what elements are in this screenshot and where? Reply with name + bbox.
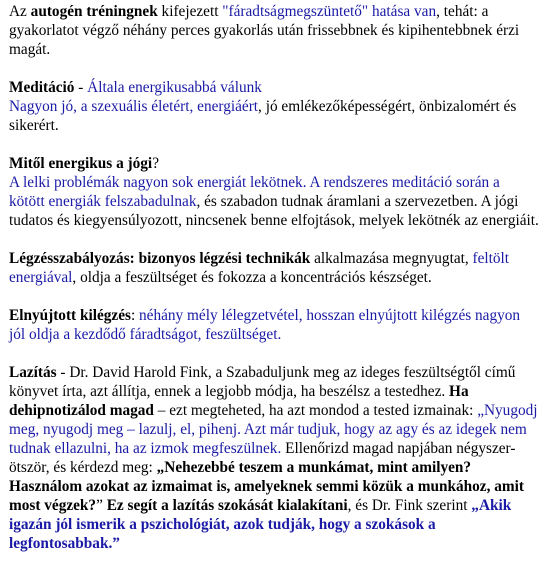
text: - Dr. David Harold Fink, a Szabaduljunk meg az ideges feszültségtől című könyvet írta, azt állítja, ennek a legjobb módja, ha beszélsz a testedhez. xyxy=(9,364,516,400)
quote-text: „Nyugodj meg, nyugodj meg – lazulj, el, pihenj. Azt már tudjuk, hogy az agy és az idegek nem tudnak ellazulni, ha az izmok megfeszülnek. xyxy=(9,402,538,457)
highlight-text: "fáradtságmegszüntető" hatása van xyxy=(222,3,437,20)
text: Az xyxy=(9,3,31,20)
text: ” xyxy=(96,497,107,514)
bold-text: Ez segít a lazítás szokását kialakítani xyxy=(106,497,348,514)
paragraph-relaxation xyxy=(9,363,539,553)
text: , és szabadon tudnak áramlani a szervezetben. A jógi tudatos és kiegyensúlyozott, nincsenek benne elfojtások, melyek lekötnék az energiáit. xyxy=(9,193,539,229)
highlight-text: Nagyon jó, a szexuális életért, energiáért xyxy=(9,98,259,115)
term-relaxation: Lazítás xyxy=(9,364,57,381)
text: ? xyxy=(152,155,159,172)
text: , és Dr. Fink szerint xyxy=(347,497,472,514)
term-exhale: Elnyújtott kilégzés xyxy=(9,307,131,324)
text: alkalmazása megnyugtat, xyxy=(310,250,473,267)
paragraph-breathing xyxy=(9,249,539,287)
text: : xyxy=(130,307,140,324)
text: , oldja a feszültséget és fokozza a koncentrációs készséget. xyxy=(72,269,432,286)
highlight-text: néhány mély lélegzetvétel, hosszan elnyújtott kilégzés nagyon jól oldja a kezdődő fáradtságot, feszültséget. xyxy=(9,307,521,343)
paragraph-yogi xyxy=(9,154,539,230)
paragraph-meditation xyxy=(9,78,539,135)
quote-bold: „Nehezebbé teszem a munkámat, mint amilyen? Használom azokat az izmaimat is, amelyeknek semmi közük a munkához, amit most végzek? xyxy=(9,459,524,514)
term-autogen: autogén tréningnek xyxy=(30,3,158,20)
term-meditation: Meditáció xyxy=(9,79,75,96)
term-dehypnotize: Ha dehipnotizálod magad xyxy=(9,383,469,419)
term-yogi: Mitől energikus a jógi xyxy=(9,155,153,172)
highlight-text: feltölt energiával xyxy=(9,250,510,286)
text: , tehát: a gyakorlatot végző néhány perces gyakorlás után frissebbnek és kipihentebbnek érzi magát. xyxy=(9,3,520,58)
highlight-text: A lelki problémák nagyon sok energiát lekötnek. A rendszeres meditáció során a kötött energiák felszabadulnak xyxy=(9,174,500,210)
quote-bold-blue: „Akik igazán jól ismerik a pszichológiát, azok tudják, hogy a szokások a legfontosabbak.” xyxy=(9,497,512,552)
text: Ellenőrizd magad napjában négyszer-ötször, és kérdezd meg: xyxy=(9,440,516,476)
text: - xyxy=(74,79,88,96)
paragraph-autogen xyxy=(9,2,539,59)
highlight-text: Általa energikusabbá válunk xyxy=(87,79,262,96)
text: – ezt megteheted, ha azt mondod a tested izmainak: xyxy=(153,402,478,419)
text: kifejezett xyxy=(157,3,223,20)
text: , jó emlékezőképességért, önbizalomért és sikerért. xyxy=(9,98,517,134)
paragraph-exhale xyxy=(9,306,539,344)
term-breathing: Légzésszabályozás: bizonyos légzési technikák xyxy=(9,250,311,267)
